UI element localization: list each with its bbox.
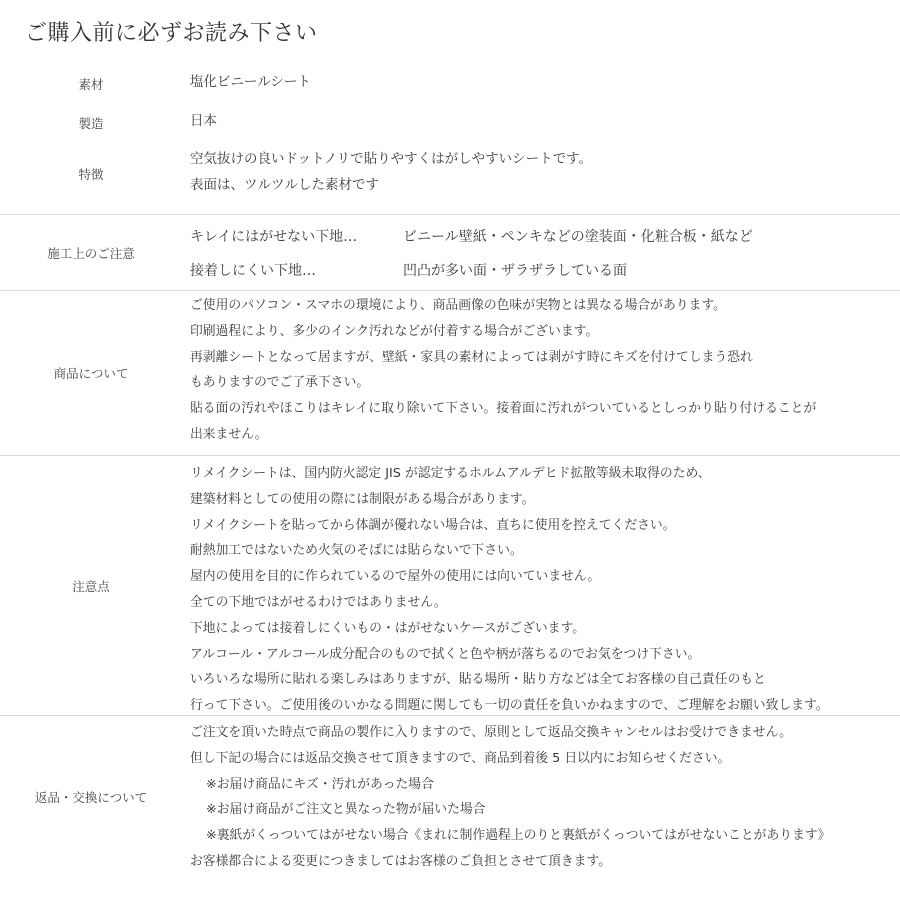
row-product [0, 290, 900, 455]
row-manufacture [0, 109, 900, 139]
caution-line: 建築材料としての使用の際には制限がある場合があります。 [190, 491, 535, 507]
returns-line: お客様都合による変更につきましてはお客様のご負担とさせて頂きます。 [190, 853, 612, 869]
features-line: 空気抜けの良いドットノリで貼りやすくはがしやすいシートです。 [190, 151, 593, 167]
content-returns [190, 720, 830, 875]
page-title: ご購入前に必ずお読み下さい [25, 21, 318, 46]
row-caution [0, 455, 900, 715]
label-product: 商品について [53, 366, 129, 381]
row-features [0, 147, 900, 207]
returns-condition: ※お届け商品にキズ・汚れがあった場合 [206, 776, 434, 792]
installation-row-subject: 接着しにくい下地… [190, 263, 316, 279]
label-features: 特徴 [78, 167, 104, 182]
caution-line: 耐熱加工ではないため火気のそばには貼らないで下さい。 [190, 543, 523, 559]
row-installation [0, 214, 900, 290]
product-line: ご使用のパソコン・スマホの環境により、商品画像の色味が実物とは異なる場合があります。 [190, 298, 726, 313]
installation-row-detail: 凹凸が多い面・ザラザラしている面 [403, 263, 627, 279]
label-caution: 注意点 [72, 579, 110, 594]
product-line: 印刷過程により、多少のインク汚れなどが付着する場合がございます。 [190, 323, 599, 339]
caution-line: リメイクシートを貼ってから体調が優れない場合は、直ちに使用を控えてください。 [190, 517, 676, 533]
content-caution [190, 461, 829, 719]
row-returns [0, 715, 900, 880]
caution-line: いろいろな場所に貼れる楽しみはありますが、貼る場所・貼り方などは全てお客様の自己責任のもと [190, 672, 766, 688]
product-line: 貼る面の汚れやほこりはキレイに取り除いて下さい。接着面に汚れがついているとしっかり貼り付けることが [190, 401, 817, 417]
label-material: 素材 [78, 77, 104, 92]
installation-row-subject: キレイにはがせない下地… [190, 229, 358, 245]
label-manufacture: 製造 [78, 116, 104, 131]
returns-condition: ※裏紙がくっついてはがせない場合《まれに制作過程上のりと裏紙がくっついてはがせないことがあります》 [206, 828, 831, 844]
returns-line: 但し下記の場合には返品交換させて頂きますので、商品到着後 5 日以内にお知らせください。 [190, 750, 731, 766]
product-line: もありますのでご了承下さい。 [190, 375, 370, 391]
content-product [190, 293, 816, 448]
content-manufacture [190, 109, 217, 135]
caution-line: 屋内の使用を目的に作られているので屋外の使用には向いていません。 [190, 569, 601, 585]
caution-line: リメイクシートは、国内防火認定 JIS が認定するホルムアルデヒド拡散等級未取得のため、 [190, 466, 711, 481]
product-line: 出来ません。 [190, 426, 268, 442]
caution-line: 行って下さい。ご使用後のいかなる問題に関しても一切の責任を負いかねますので、ご理解をお願い致します。 [190, 698, 829, 714]
row-material [0, 70, 900, 100]
features-line: 表面は、ツルツルした素材です [190, 176, 379, 193]
caution-line: 下地によっては接着しにくいもの・はがせないケースがございます。 [190, 620, 586, 636]
material-value: 塩化ビニールシート [190, 74, 311, 90]
manufacture-value: 日本 [190, 113, 217, 129]
returns-line: ご注文を頂いた時点で商品の製作に入りますので、原則として返品交換キャンセルはお受けできません。 [190, 725, 792, 740]
product-line: 再剥離シートとなって居ますが、壁紙・家具の素材によっては剥がす時にキズを付けてしまう恐れ [190, 349, 753, 365]
caution-line: アルコール・アルコール成分配合のもので拭くと色や柄が落ちるのでお気をつけ下さい。 [190, 646, 701, 662]
content-features [190, 147, 592, 199]
returns-condition: ※お届け商品がご注文と異なった物が届いた場合 [206, 802, 486, 818]
caution-line: 全ての下地ではがせるわけではありません。 [190, 594, 447, 610]
label-installation: 施工上のご注意 [47, 246, 135, 261]
content-material [190, 70, 311, 96]
installation-row-detail: ビニール壁紙・ペンキなどの塗装面・化粧合板・紙など [403, 229, 753, 245]
label-returns: 返品・交換について [34, 790, 148, 805]
